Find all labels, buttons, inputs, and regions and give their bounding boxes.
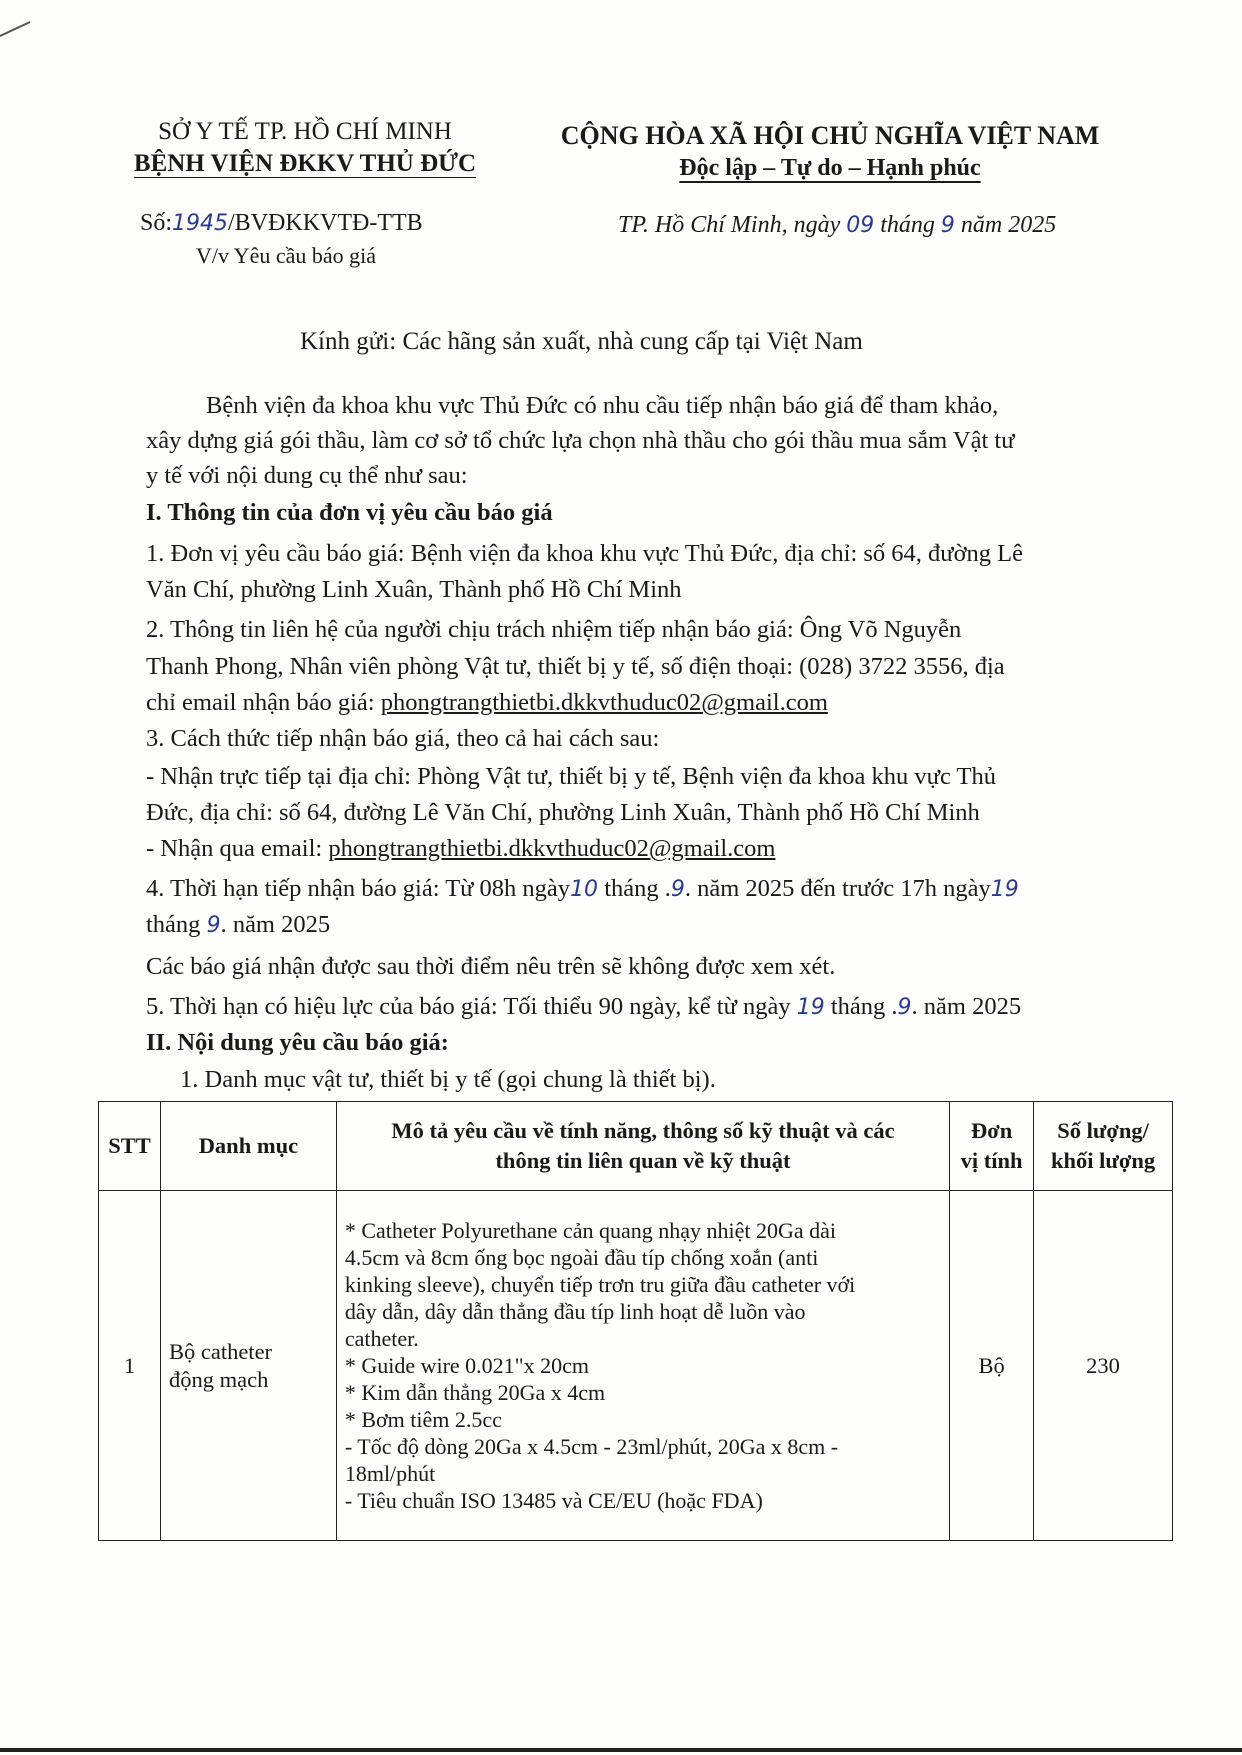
header-qty-line-1: Số lượng/ [1057,1118,1149,1143]
item-3-line-4 [146,835,1122,863]
item-4-note: Các báo giá nhận được sau thời điểm nêu trên sẽ không được xem xét. [146,953,836,980]
row-name-line-1: Bộ catheter [168,1338,273,1364]
section-2-sub-1: 1. Danh mục vật tư, thiết bị y tế (gọi chung là thiết bị). [180,1066,716,1093]
intro-line-1: Bệnh viện đa khoa khu vực Thủ Đức có nhu cầu tiếp nhận báo giá để tham khảo, [206,392,999,419]
item-4-line-2 [146,911,1122,939]
item-5-text-b: tháng . [830,993,898,1020]
desc-line: * Guide wire 0.021"x 20cm [344,1353,590,1378]
desc-line: * Bơm tiêm 2.5cc [344,1407,502,1432]
item-4-text-e: . năm 2025 [220,911,331,938]
desc-line: 4.5cm và 8cm ống bọc ngoài đầu típ chống xoắn (anti [344,1245,819,1270]
greeting: Kính gửi: Các hãng sản xuất, nhà cung cấp tại Việt Nam [300,328,863,355]
item-3-line-3: Đức, địa chỉ: số 64, đường Lê Văn Chí, phường Linh Xuân, Thành phố Hồ Chí Minh [146,799,980,826]
item-4-day-1: 10 [570,877,599,902]
header-desc-line-1: Mô tả yêu cầu về tính năng, thông số kỹ thuật và các [391,1118,895,1143]
item-4-text-b: tháng . [604,875,671,902]
issuing-authority [100,116,510,180]
item-5 [146,993,1122,1021]
intro-line-3: y tế với nội dung cụ thể như sau: [146,462,468,489]
row-description [336,1191,949,1541]
date-month: 9 [940,213,955,238]
document-subject: V/v Yêu cầu báo giá [196,243,377,268]
item-2-line-3 [146,689,1122,717]
item-5-text-a: 5. Thời hạn có hiệu lực của báo giá: Tối thiểu 90 ngày, kể từ ngày [146,993,791,1020]
header-desc [336,1102,949,1191]
header-unit-line-2: vị tính [960,1148,1023,1173]
desc-line: dây dẫn, dây dẫn thẳng đầu típ linh hoạt dễ luồn vào [344,1299,806,1324]
country-name: CỘNG HÒA XÃ HỘI CHỦ NGHĨA VIỆT NAM [560,121,1100,150]
desc-line: * Catheter Polyurethane cản quang nhạy nhiệt 20Ga dài [344,1218,837,1243]
item-5-text-c: . năm 2025 [911,993,1022,1020]
row-stt: 1 [99,1191,161,1541]
header-desc-line-2: thông tin liên quan về kỹ thuật [495,1148,791,1173]
desc-line: - Tiêu chuẩn ISO 13485 và CE/EU (hoặc FDA) [344,1488,763,1513]
email-label: chỉ email nhận báo giá: [146,689,381,716]
desc-line: - Tốc độ dòng 20Ga x 4.5cm - 23ml/phút, 20Ga x 8cm - [344,1434,839,1459]
desc-line: 18ml/phút [344,1461,436,1486]
header-unit [950,1102,1034,1191]
item-4-text-c: . năm 2025 đến trước 17h ngày [684,875,991,902]
header-name: Danh mục [160,1102,336,1191]
email-link-2[interactable]: phongtrangthietbi.dkkvthuduc02@gmail.com [328,835,776,862]
item-4-text-d: tháng [146,911,201,938]
doc-no-suffix: /BVĐKKVTĐ-TTB [228,210,423,236]
desc-line: catheter. [344,1326,419,1351]
item-3-line-2: - Nhận trực tiếp tại địa chỉ: Phòng Vật tư, thiết bị y tế, Bệnh viện đa khoa khu vực Thủ [146,763,996,790]
row-name [160,1191,336,1541]
document-date [618,212,1056,239]
doc-no-prefix: Số: [140,210,173,236]
intro-line-2: xây dựng giá gói thầu, làm cơ sở tổ chức lựa chọn nhà thầu cho gói thầu mua sắm Vật tư [146,427,1015,454]
section-1-title: I. Thông tin của đơn vị yêu cầu báo giá [146,499,553,526]
document-number [140,210,423,237]
scan-bottom-edge [0,1748,1242,1752]
scan-corner-mark [0,0,40,40]
desc-line: kinking sleeve), chuyển tiếp trơn tru giữa đầu catheter với [344,1272,856,1297]
section-2-title: II. Nội dung yêu cầu báo giá: [146,1029,449,1056]
item-4-month-1: 9 [670,877,685,902]
item-1-line-1: 1. Đơn vị yêu cầu báo giá: Bệnh viện đa khoa khu vực Thủ Đức, địa chỉ: số 64, đường Lê [146,540,1024,567]
email-label-2: - Nhận qua email: [146,835,329,862]
item-4-text-a: 4. Thời hạn tiếp nhận báo giá: Từ 08h ngày [146,875,571,902]
item-2-line-2: Thanh Phong, Nhân viên phòng Vật tư, thiết bị y tế, số điện thoại: (028) 3722 3556, địa [146,653,1005,680]
date-month-label: tháng [880,212,935,238]
header-qty-line-2: khối lượng [1050,1148,1156,1173]
national-motto: Độc lập – Tự do – Hạnh phúc [679,155,981,181]
date-prefix: TP. Hồ Chí Minh, ngày [618,212,841,238]
org-hospital: BỆNH VIỆN ĐKKV THỦ ĐỨC [133,150,477,177]
row-qty: 230 [1034,1191,1173,1541]
date-year: năm 2025 [960,212,1057,238]
item-4-month-2: 9 [206,913,221,938]
desc-line: * Kim dẫn thẳng 20Ga x 4cm [344,1380,606,1405]
table-row [99,1191,1173,1541]
header-qty [1034,1102,1173,1191]
equipment-table [98,1101,1173,1541]
item-2-line-1: 2. Thông tin liên hệ của người chịu trách nhiệm tiếp nhận báo giá: Ông Võ Nguyễn [146,616,962,643]
item-5-day: 19 [796,995,825,1020]
row-unit: Bộ [950,1191,1034,1541]
doc-no-handwritten: 1945 [172,211,229,236]
date-day: 09 [846,213,875,238]
item-3-line-1: 3. Cách thức tiếp nhận báo giá, theo cả hai cách sau: [146,725,660,752]
org-parent: SỞ Y TẾ TP. HỒ CHÍ MINH [158,118,452,145]
row-name-line-2: động mạch [168,1366,269,1392]
email-link[interactable]: phongtrangthietbi.dkkvthuduc02@gmail.com [380,689,828,716]
item-4-line-1 [146,875,1122,903]
header-stt: STT [99,1102,161,1191]
item-1-line-2: Văn Chí, phường Linh Xuân, Thành phố Hồ Chí Minh [146,576,682,603]
item-4-day-2: 19 [990,877,1019,902]
header-unit-line-1: Đơn [970,1118,1013,1143]
national-header [530,120,1130,184]
item-5-month: 9 [897,995,912,1020]
table-header-row [99,1102,1173,1191]
